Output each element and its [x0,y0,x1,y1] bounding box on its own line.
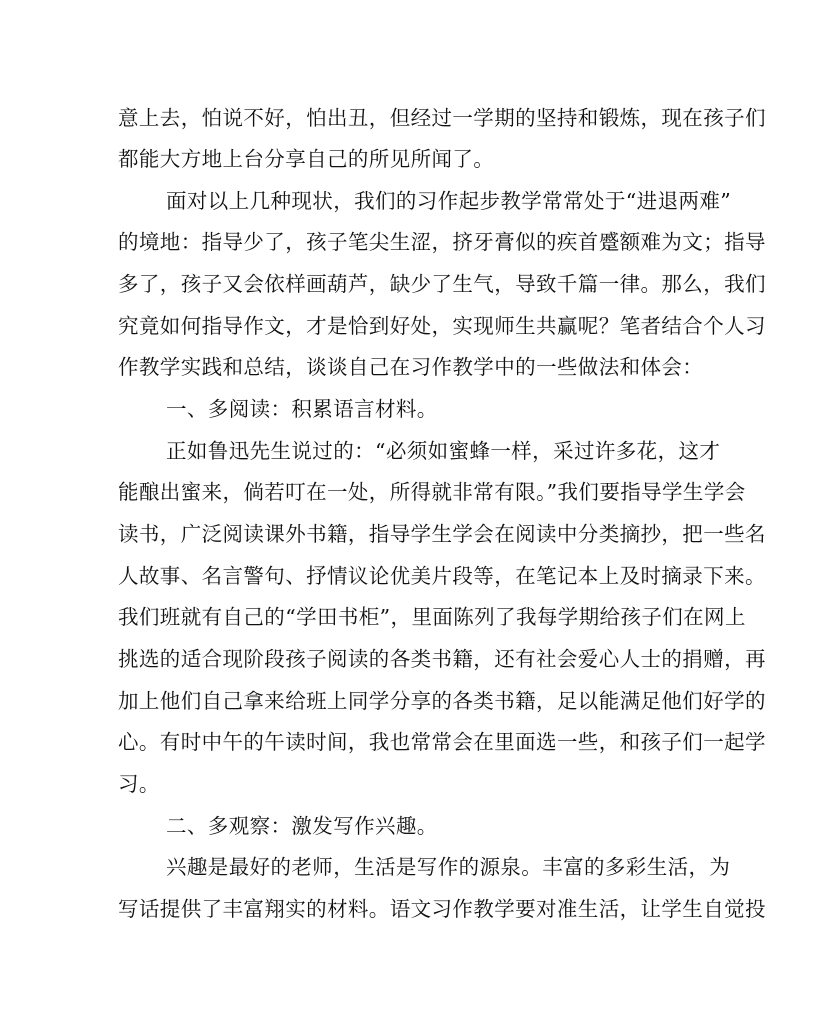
text-line: 作教学实践和总结，谈谈自己在习作教学中的一些做法和体会： [118,355,704,379]
paragraph-start-line: 面对以上几种现状，我们的习作起步教学常常处于“进退两难” [166,189,732,213]
text-line: 习。 [118,772,160,796]
text-line: 我们班就有自己的“学田书柜”，里面陈列了我每学期给孩子们在网上 [118,605,746,629]
text-line: 心。有时中午的午读时间，我也常常会在里面选一些，和孩子们一起学 [118,730,766,754]
text-line: 都能大方地上台分享自己的所见所闻了。 [118,147,495,171]
paragraph-start-line: 正如鲁迅先生说过的：“必须如蜜蜂一样，采过许多花，这才 [166,439,721,463]
text-line: 究竟如何指导作文，才是恰到好处，实现师生共赢呢？笔者结合个人习 [118,314,766,338]
section-heading-1: 一、多阅读：积累语言材料。 [166,397,438,421]
text-line: 人故事、名言警句、抒情议论优美片段等，在笔记本上及时摘录下来。 [118,564,766,588]
text-line: 的境地：指导少了，孩子笔尖生涩，挤牙膏似的疾首蹙额难为文；指导 [118,230,766,254]
text-line: 多了，孩子又会依样画葫芦，缺少了生气，导致千篇一律。那么，我们 [118,272,766,296]
text-line: 写话提供了丰富翔实的材料。语文习作教学要对准生活，让学生自觉投 [118,897,766,921]
text-line: 挑选的适合现阶段孩子阅读的各类书籍，还有社会爱心人士的捐赠，再 [118,647,766,671]
paragraph-start-line: 兴趣是最好的老师，生活是写作的源泉。丰富的多彩生活，为 [166,855,731,879]
section-heading-2: 二、多观察：激发写作兴趣。 [166,814,438,838]
text-line: 读书，广泛阅读课外书籍，指导学生学会在阅读中分类摘抄，把一些名 [118,522,766,546]
text-line: 加上他们自己拿来给班上同学分享的各类书籍，足以能满足他们好学的 [118,689,766,713]
text-line: 意上去，怕说不好，怕出丑，但经过一学期的坚持和锻炼，现在孩子们 [118,106,766,130]
text-line: 能酿出蜜来，倘若叮在一处，所得就非常有限。”我们要指导学生学会 [118,480,746,504]
